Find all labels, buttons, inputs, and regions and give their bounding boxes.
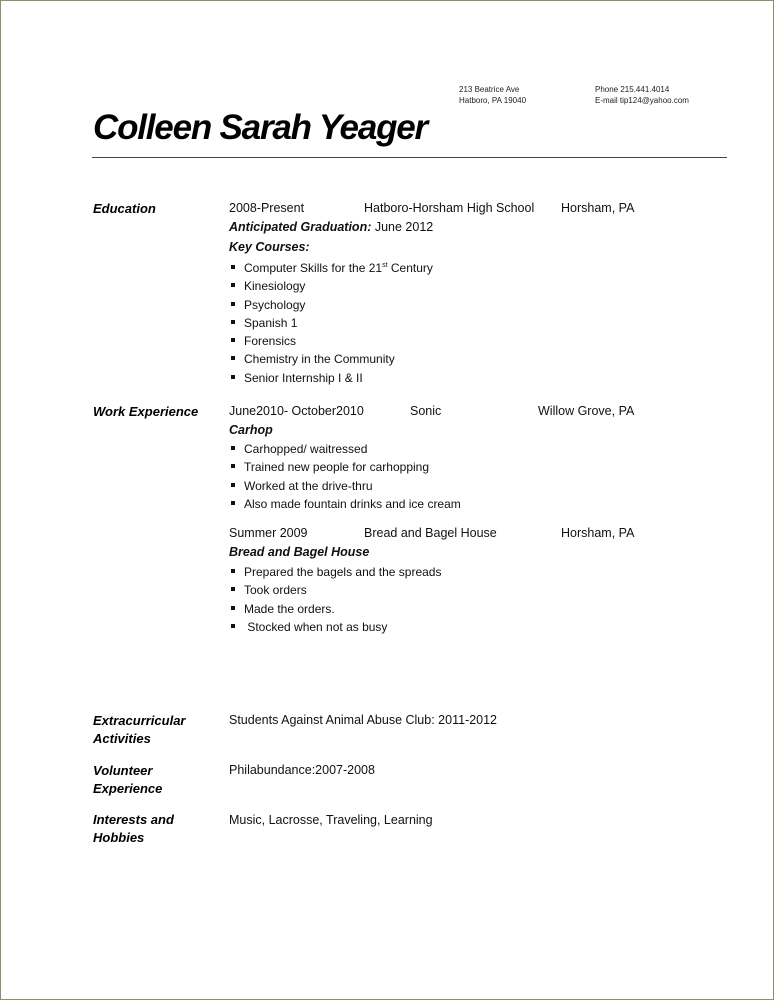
list-item bbox=[229, 259, 433, 277]
list-item: Kinesiology bbox=[229, 277, 433, 295]
list-item: Prepared the bagels and the spreads bbox=[229, 563, 441, 581]
phone-text: Phone 215.441.4014 bbox=[595, 85, 670, 94]
list-item: Also made fountain drinks and ice cream bbox=[229, 495, 461, 513]
email-text: E-mail tip124@yahoo.com bbox=[595, 96, 689, 105]
contact-phone-email bbox=[595, 84, 689, 106]
job-1-employer: Sonic bbox=[410, 404, 442, 418]
list-item: Carhopped/ waitressed bbox=[229, 440, 461, 458]
course-text-suffix: Century bbox=[387, 261, 433, 275]
job-2-dates: Summer 2009 bbox=[229, 526, 308, 540]
resume-name: Colleen Sarah Yeager bbox=[93, 108, 427, 147]
interests-value: Music, Lacrosse, Traveling, Learning bbox=[229, 813, 433, 827]
list-item: Worked at the drive-thru bbox=[229, 477, 461, 495]
graduation-line bbox=[229, 219, 433, 235]
education-label: Education bbox=[93, 201, 156, 216]
extracurricular-value: Students Against Animal Abuse Club: 2011-2012 bbox=[229, 713, 498, 727]
education-dates: 2008-Present bbox=[229, 201, 305, 215]
education-location: Horsham, PA bbox=[561, 201, 635, 215]
volunteer-label-line-1: Volunteer bbox=[93, 763, 153, 778]
list-item: Psychology bbox=[229, 296, 433, 314]
list-item: Took orders bbox=[229, 581, 441, 599]
contact-address bbox=[459, 84, 526, 106]
volunteer-label bbox=[93, 762, 162, 798]
list-item: Forensics bbox=[229, 332, 433, 350]
extracurricular-label-line-1: Extracurricular bbox=[93, 713, 186, 728]
education-school: Hatboro-Horsham High School bbox=[364, 201, 535, 215]
job-2-employer: Bread and Bagel House bbox=[364, 526, 497, 540]
list-item: Stocked when not as busy bbox=[229, 618, 441, 636]
job-1-dates: June2010- October2010 bbox=[229, 404, 364, 418]
key-courses-label: Key Courses: bbox=[229, 240, 310, 254]
job-2-duties bbox=[229, 563, 441, 636]
job-1-duties bbox=[229, 440, 461, 513]
work-experience-label: Work Experience bbox=[93, 404, 199, 419]
list-item: Chemistry in the Community bbox=[229, 350, 433, 368]
job-1-location: Willow Grove, PA bbox=[538, 404, 635, 418]
courses-list bbox=[229, 259, 433, 387]
list-item: Senior Internship I & II bbox=[229, 369, 433, 387]
job-1-title: Carhop bbox=[229, 423, 273, 437]
list-item: Spanish 1 bbox=[229, 314, 433, 332]
graduation-value: June 2012 bbox=[371, 220, 434, 234]
list-item: Trained new people for carhopping bbox=[229, 458, 461, 476]
volunteer-label-line-2: Experience bbox=[93, 781, 163, 796]
interests-label-line-2: Hobbies bbox=[93, 830, 145, 845]
course-superscript: st bbox=[382, 262, 388, 269]
job-2-location: Horsham, PA bbox=[561, 526, 635, 540]
course-text-prefix: Computer Skills for the 21 bbox=[244, 261, 383, 275]
address-line-2: Hatboro, PA 19040 bbox=[459, 96, 527, 105]
interests-label bbox=[93, 811, 174, 847]
address-line-1: 213 Beatrice Ave bbox=[459, 85, 520, 94]
list-item: Made the orders. bbox=[229, 600, 441, 618]
job-2-title: Bread and Bagel House bbox=[229, 545, 370, 559]
header-divider bbox=[92, 157, 727, 158]
graduation-label: Anticipated Graduation: bbox=[229, 220, 372, 234]
volunteer-value: Philabundance:2007-2008 bbox=[229, 763, 375, 777]
extracurricular-label-line-2: Activities bbox=[93, 731, 151, 746]
extracurricular-label bbox=[93, 712, 186, 748]
interests-label-line-1: Interests and bbox=[93, 812, 174, 827]
